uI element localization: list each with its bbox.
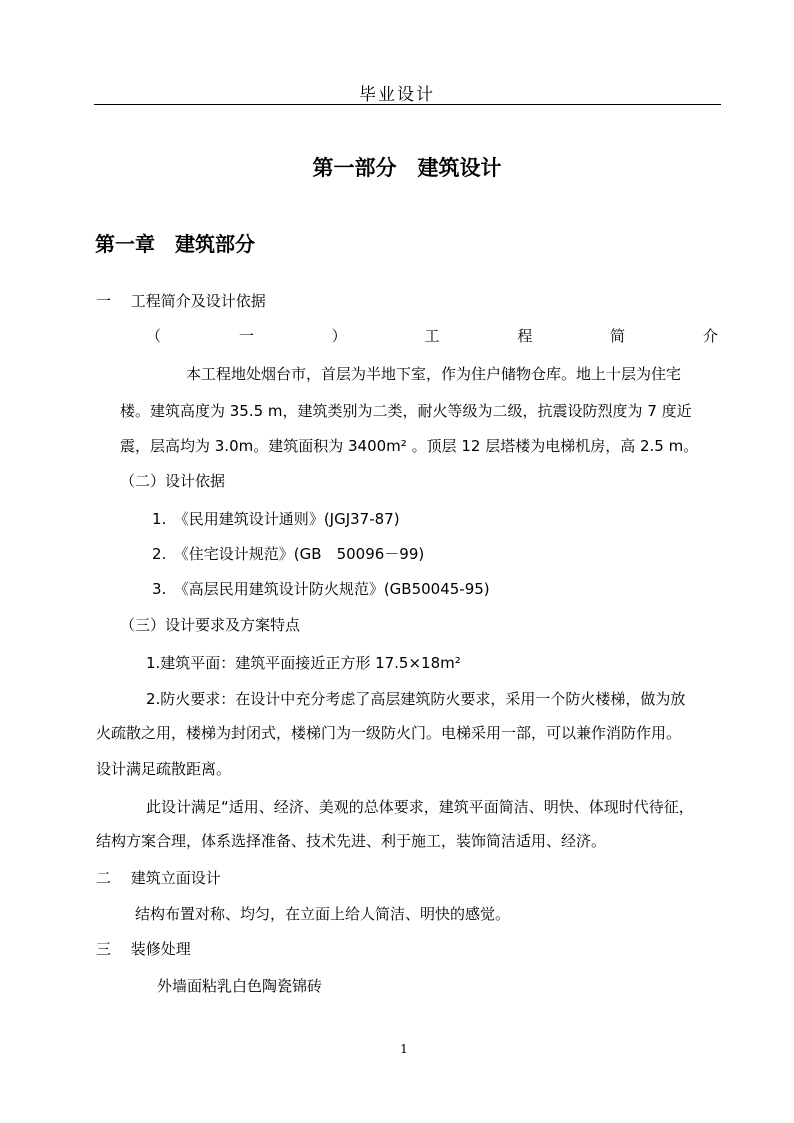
subsection-heading-basis: （二）设计依据 bbox=[120, 472, 226, 490]
justified-char: 工 bbox=[424, 327, 440, 345]
requirement-line: 2.防火要求：在设计中充分考虑了高层建筑防火要求，采用一个防火楼梯，做为放 bbox=[146, 690, 686, 708]
justified-char: 介 bbox=[702, 327, 718, 345]
section-heading-1: 一 工程简介及设计依据 bbox=[96, 292, 266, 310]
summary-line: 此设计满足“适用、经济、美观的总体要求，建筑平面简洁、明快、体现时代待征， bbox=[146, 798, 694, 816]
paragraph-finishing: 外墙面粘乳白色陶瓷锦砖 bbox=[157, 977, 323, 995]
justified-char: （ bbox=[146, 327, 162, 345]
running-header: 毕业设计 bbox=[359, 85, 435, 105]
subsection-heading-overview bbox=[146, 325, 718, 346]
requirement-line: 火疏散之用，楼梯为封闭式，楼梯门为一级防火门。电梯采用一部，可以兼作消防作用。 bbox=[96, 724, 682, 742]
reference-item: 2. 《住宅设计规范》(GB 50096－99) bbox=[152, 545, 425, 563]
part-title: 第一部分 建筑设计 bbox=[312, 155, 502, 180]
reference-item: 3. 《高层民用建筑设计防火规范》(GB50045-95) bbox=[152, 580, 490, 598]
chapter-title: 第一章 建筑部分 bbox=[95, 232, 255, 256]
requirement-line: 设计满足疏散距离。 bbox=[96, 760, 232, 778]
justified-char: 程 bbox=[517, 327, 533, 345]
requirement-item: 1.建筑平面：建筑平面接近正方形 17.5×18m² bbox=[146, 654, 461, 672]
page-number: 1 bbox=[400, 1042, 408, 1056]
intro-line: 震，层高均为 3.0m。建筑面积为 3400m² 。顶层 12 层塔楼为电梯机房，高 2.5 m。 bbox=[120, 437, 699, 455]
justified-char: 简 bbox=[610, 327, 626, 345]
intro-line: 楼。建筑高度为 35.5 m，建筑类别为二类，耐火等级为二级，抗震设防烈度为 7 度近 bbox=[120, 402, 692, 420]
section-heading-3: 三 装修处理 bbox=[96, 940, 191, 958]
header-rule bbox=[94, 104, 721, 105]
section-heading-2: 二 建筑立面设计 bbox=[96, 869, 221, 887]
summary-line: 结构方案合理，体系选择准备、技术先进、利于施工，装饰简洁适用、经济。 bbox=[96, 832, 607, 850]
justified-char: 一 bbox=[238, 327, 254, 345]
justified-char: ） bbox=[331, 327, 347, 345]
subsection-heading-requirements: （三）设计要求及方案特点 bbox=[120, 616, 301, 634]
paragraph-facade: 结构布置对称、均匀，在立面上给人简洁、明快的感觉。 bbox=[135, 905, 511, 923]
intro-line: 本工程地处烟台市，首层为半地下室，作为住户储物仓库。地上十层为住宅 bbox=[186, 365, 682, 383]
reference-item: 1. 《民用建筑设计通则》(JGJ37-87) bbox=[152, 510, 400, 528]
